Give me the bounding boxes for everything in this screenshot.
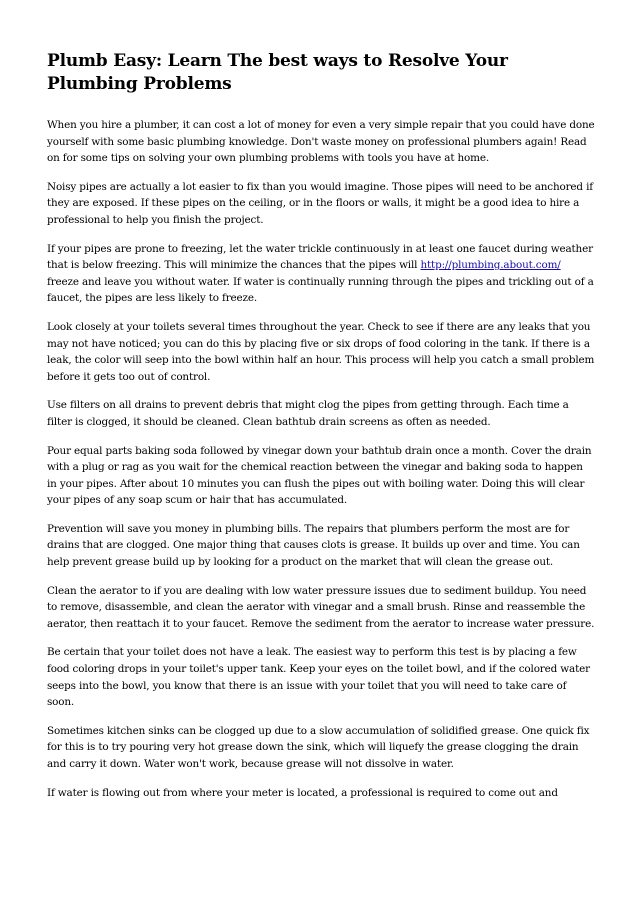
paragraph-noisy-pipes: Noisy pipes are actually a lot easier to fix than you would imagine. Those pipes will need to be anchored if they are exposed. If these pipes on the ceiling, or in the floors or walls, it might be a good idea to hire a professional to help you finish the project. — [47, 180, 593, 226]
document-page — [47, 50, 595, 813]
paragraph-drain-filters: Use filters on all drains to prevent debris that might clog the pipes from getting through. Each time a filter is clogged, it should be cleaned. Clean bathtub drain screens as often as needed. — [47, 399, 569, 428]
paragraph-baking-soda: Pour equal parts baking soda followed by vinegar down your bathtub drain once a month. Cover the drain with a plug or rag as you wait for the chemical reaction between the vinegar and baking soda to happen in your pipes. After about 10 minutes you can flush the pipes out with boiling water. Doing this will clear your pipes of any soap scum or hair that has accumulated. — [47, 444, 592, 507]
paragraph-toilet-test: Be certain that your toilet does not have a leak. The easiest way to perform this test is by placing a few food coloring drops in your toilet's upper tank. Keep your eyes on the toilet bowl, and if the colored water seeps into the bowl, you know that there is an issue with your toilet that you will need to take care of soon. — [47, 646, 590, 709]
paragraph-prevention: Prevention will save you money in plumbing bills. The repairs that plumbers perform the most are for drains that are clogged. One major thing that causes clots is grease. It builds up over and time. You can help prevent grease build up by looking for a product on the market that will clean the grease out. — [47, 522, 580, 569]
document-title: Plumb Easy: Learn The best ways to Resolve Your Plumbing Problems — [47, 51, 508, 94]
freezing-text-before-link: If your pipes are prone to freezing, let the water trickle continuously in at least one faucet during weather that is below freezing. This will minimize the chances that the pipes will — [47, 242, 593, 272]
plumbing-about-link[interactable]: http://plumbing.about.com/ — [420, 259, 561, 272]
paragraph-freezing-pipes — [47, 241, 595, 307]
paragraph-kitchen-sink: Sometimes kitchen sinks can be clogged up due to a slow accumulation of solidified grease. One quick fix for this is to try pouring very hot grease down the sink, which will liquefy the grease clogging the drain and carry it down. Water won't work, because grease will not dissolve in water. — [47, 724, 590, 770]
paragraph-aerator: Clean the aerator to if you are dealing with low water pressure issues due to sediment buildup. You need to remove, disassemble, and clean the aerator with vinegar and a small brush. Rinse and reassemble the aerator, then reattach it to your faucet. Remove the sediment from the aerator to increase water pressure. — [47, 584, 595, 630]
paragraph-water-meter: If water is flowing out from where your meter is located, a professional is required to come out and — [47, 786, 558, 799]
paragraph-intro: When you hire a plumber, it can cost a lot of money for even a very simple repair that you could have done yourself with some basic plumbing knowledge. Don't waste money on professional plumbers again! Read on for some tips on solving your own plumbing problems with tools you have at home. — [47, 119, 595, 165]
paragraph-toilet-leaks: Look closely at your toilets several times throughout the year. Check to see if there are any leaks that you may not have noticed; you can do this by placing five or six drops of food coloring in the tank. If there is a leak, the color will seep into the bowl within half an hour. This process will help you catch a small problem before it gets too out of control. — [47, 320, 595, 383]
freezing-text-after-link: freeze and leave you without water. If water is continually running through the pipes and trickling out of a faucet, the pipes are less likely to freeze. — [47, 275, 594, 305]
